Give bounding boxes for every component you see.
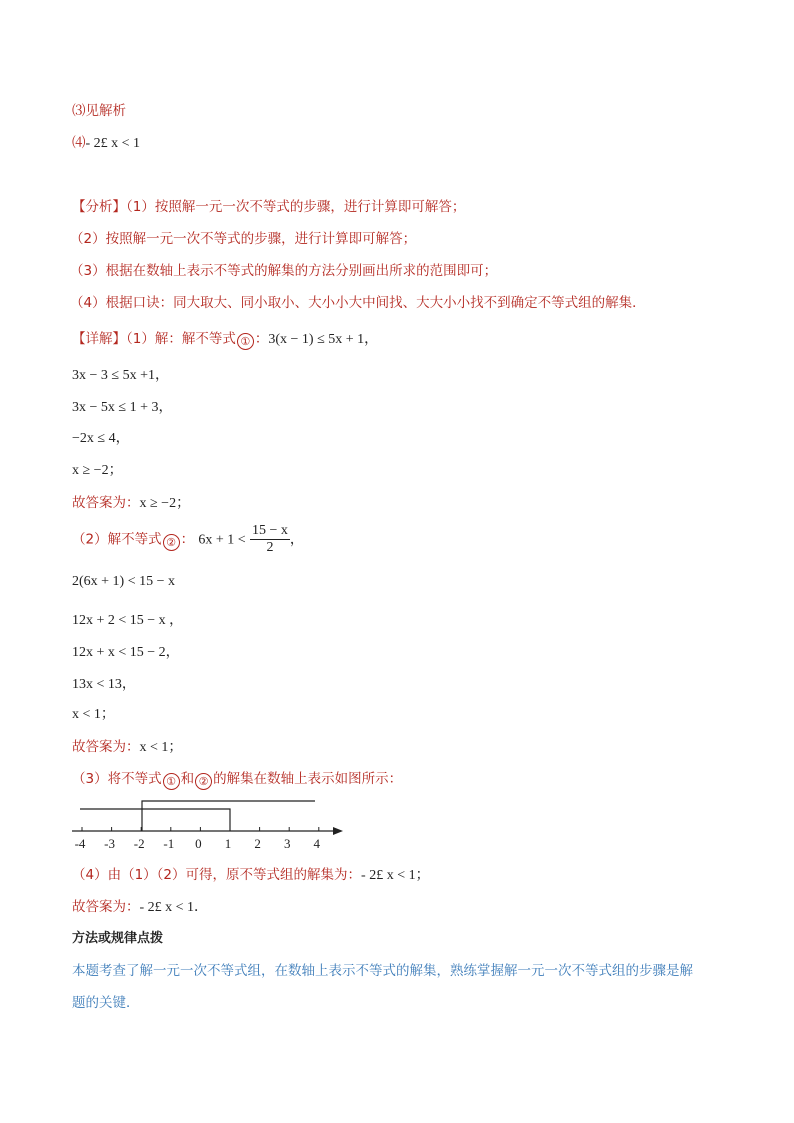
number-line: [60, 795, 360, 855]
tick-label: -2: [133, 836, 145, 851]
final-answer-label: 故答案为：: [72, 899, 140, 915]
tick-label: -4: [74, 836, 86, 851]
tick-label: -3: [104, 836, 116, 851]
p4-text: （4）由（1）（2）可得，原不等式组的解集为：: [72, 867, 362, 883]
p1-step-1: 3x − 3 ≤ 5x +1，: [72, 368, 169, 383]
circle-1-icon: ①: [237, 333, 254, 350]
circle-2-icon: ②: [163, 534, 180, 551]
tick-label: -1: [163, 836, 175, 851]
p1-step-4: x ≥ −2；: [72, 463, 123, 478]
p1-answer-math: x ≥ −2；: [139, 496, 191, 511]
p1-answer-label: 故答案为：: [72, 495, 140, 511]
p2-answer: [72, 738, 182, 757]
answer-4: [72, 134, 140, 153]
detail-line-2: [72, 523, 304, 556]
p2-step-2: 12x + 2 < 15 − x ，: [72, 613, 184, 628]
p2-step-4: 13x < 13，: [72, 677, 136, 692]
detail-line-4: [72, 866, 430, 885]
method-line-1: 本题考查了解一元一次不等式组，在数轴上表示不等式的解集，熟练掌握解一元一次不等式组的步骤是解: [72, 963, 693, 979]
analysis-line-4: （4）根据口诀：同大取大、同小取小、大小小大中间找、大大小小找不到确定不等式组的解集．: [70, 295, 646, 311]
p2-comma: ，: [289, 532, 304, 548]
p3-text-b: 和: [180, 771, 195, 787]
p2-fraction: [250, 523, 290, 556]
solution-1-bracket: [142, 801, 315, 831]
p1-step-3: −2x ≤ 4，: [72, 431, 130, 446]
p1-step-2: 3x − 5x ≤ 1 + 3，: [72, 400, 173, 415]
solution-2-bracket: [80, 809, 230, 831]
analysis-line-3: （3）根据在数轴上表示不等式的解集的方法分别画出所求的范围即可；: [70, 263, 498, 279]
detail-tag: 【详解】: [72, 331, 126, 347]
detail-line-3: [72, 770, 402, 790]
tick-label: 1: [224, 836, 232, 851]
detail-p2-intro: （2）解不等式: [72, 531, 162, 548]
p2-step-3: 12x + x < 15 − 2，: [72, 645, 180, 660]
detail-p1-intro: （1）解：解不等式: [126, 331, 236, 347]
analysis-line-2: （2）按照解一元一次不等式的步骤，进行计算即可解答；: [70, 231, 417, 247]
circle-2b-icon: ②: [195, 773, 212, 790]
p2-lhs: 6x + 1 <: [198, 532, 246, 548]
answer-3: ⑶见解析: [72, 103, 126, 119]
tick-label: 0: [195, 836, 202, 851]
tick-label: 2: [254, 836, 261, 851]
tick-label: 3: [283, 836, 291, 851]
axis-arrow-icon: [333, 827, 343, 835]
method-title: 方法或规律点拨: [72, 931, 164, 946]
final-answer: [72, 898, 208, 917]
circle-1b-icon: ①: [163, 773, 180, 790]
p2-step-5: x < 1；: [72, 707, 115, 722]
answer-4-label: ⑷: [72, 135, 86, 151]
p2-step-1: 2(6x + 1) < 15 − x: [72, 574, 176, 589]
detail-p1-inequality: 3(x − 1) ≤ 5x + 1，: [268, 332, 379, 347]
p2-answer-math: x < 1；: [139, 740, 183, 755]
p4-math: - 2£ x < 1；: [361, 868, 430, 883]
detail-p1-colon: ：: [254, 331, 269, 347]
tick-label: 4: [313, 836, 321, 851]
analysis-tag: 【分析】: [72, 199, 126, 215]
analysis-line-1: [72, 198, 465, 216]
detail-p2-colon: ：: [180, 531, 195, 548]
p3-text-a: （3）将不等式: [72, 771, 162, 787]
p1-answer: [72, 494, 190, 513]
final-answer-math: - 2£ x < 1．: [139, 900, 209, 915]
p2-fraction-numerator: 15 − x: [251, 523, 288, 538]
method-line-2: 题的关键．: [72, 995, 140, 1011]
p3-text-c: 的解集在数轴上表示如图所示：: [213, 771, 403, 787]
analysis-text-1: （1）按照解一元一次不等式的步骤，进行计算即可解答；: [126, 199, 466, 215]
answer-4-math: - 2£ x < 1: [85, 136, 141, 151]
p2-answer-label: 故答案为：: [72, 739, 140, 755]
detail-line-1: [72, 330, 378, 350]
p2-fraction-denominator: 2: [266, 540, 274, 555]
